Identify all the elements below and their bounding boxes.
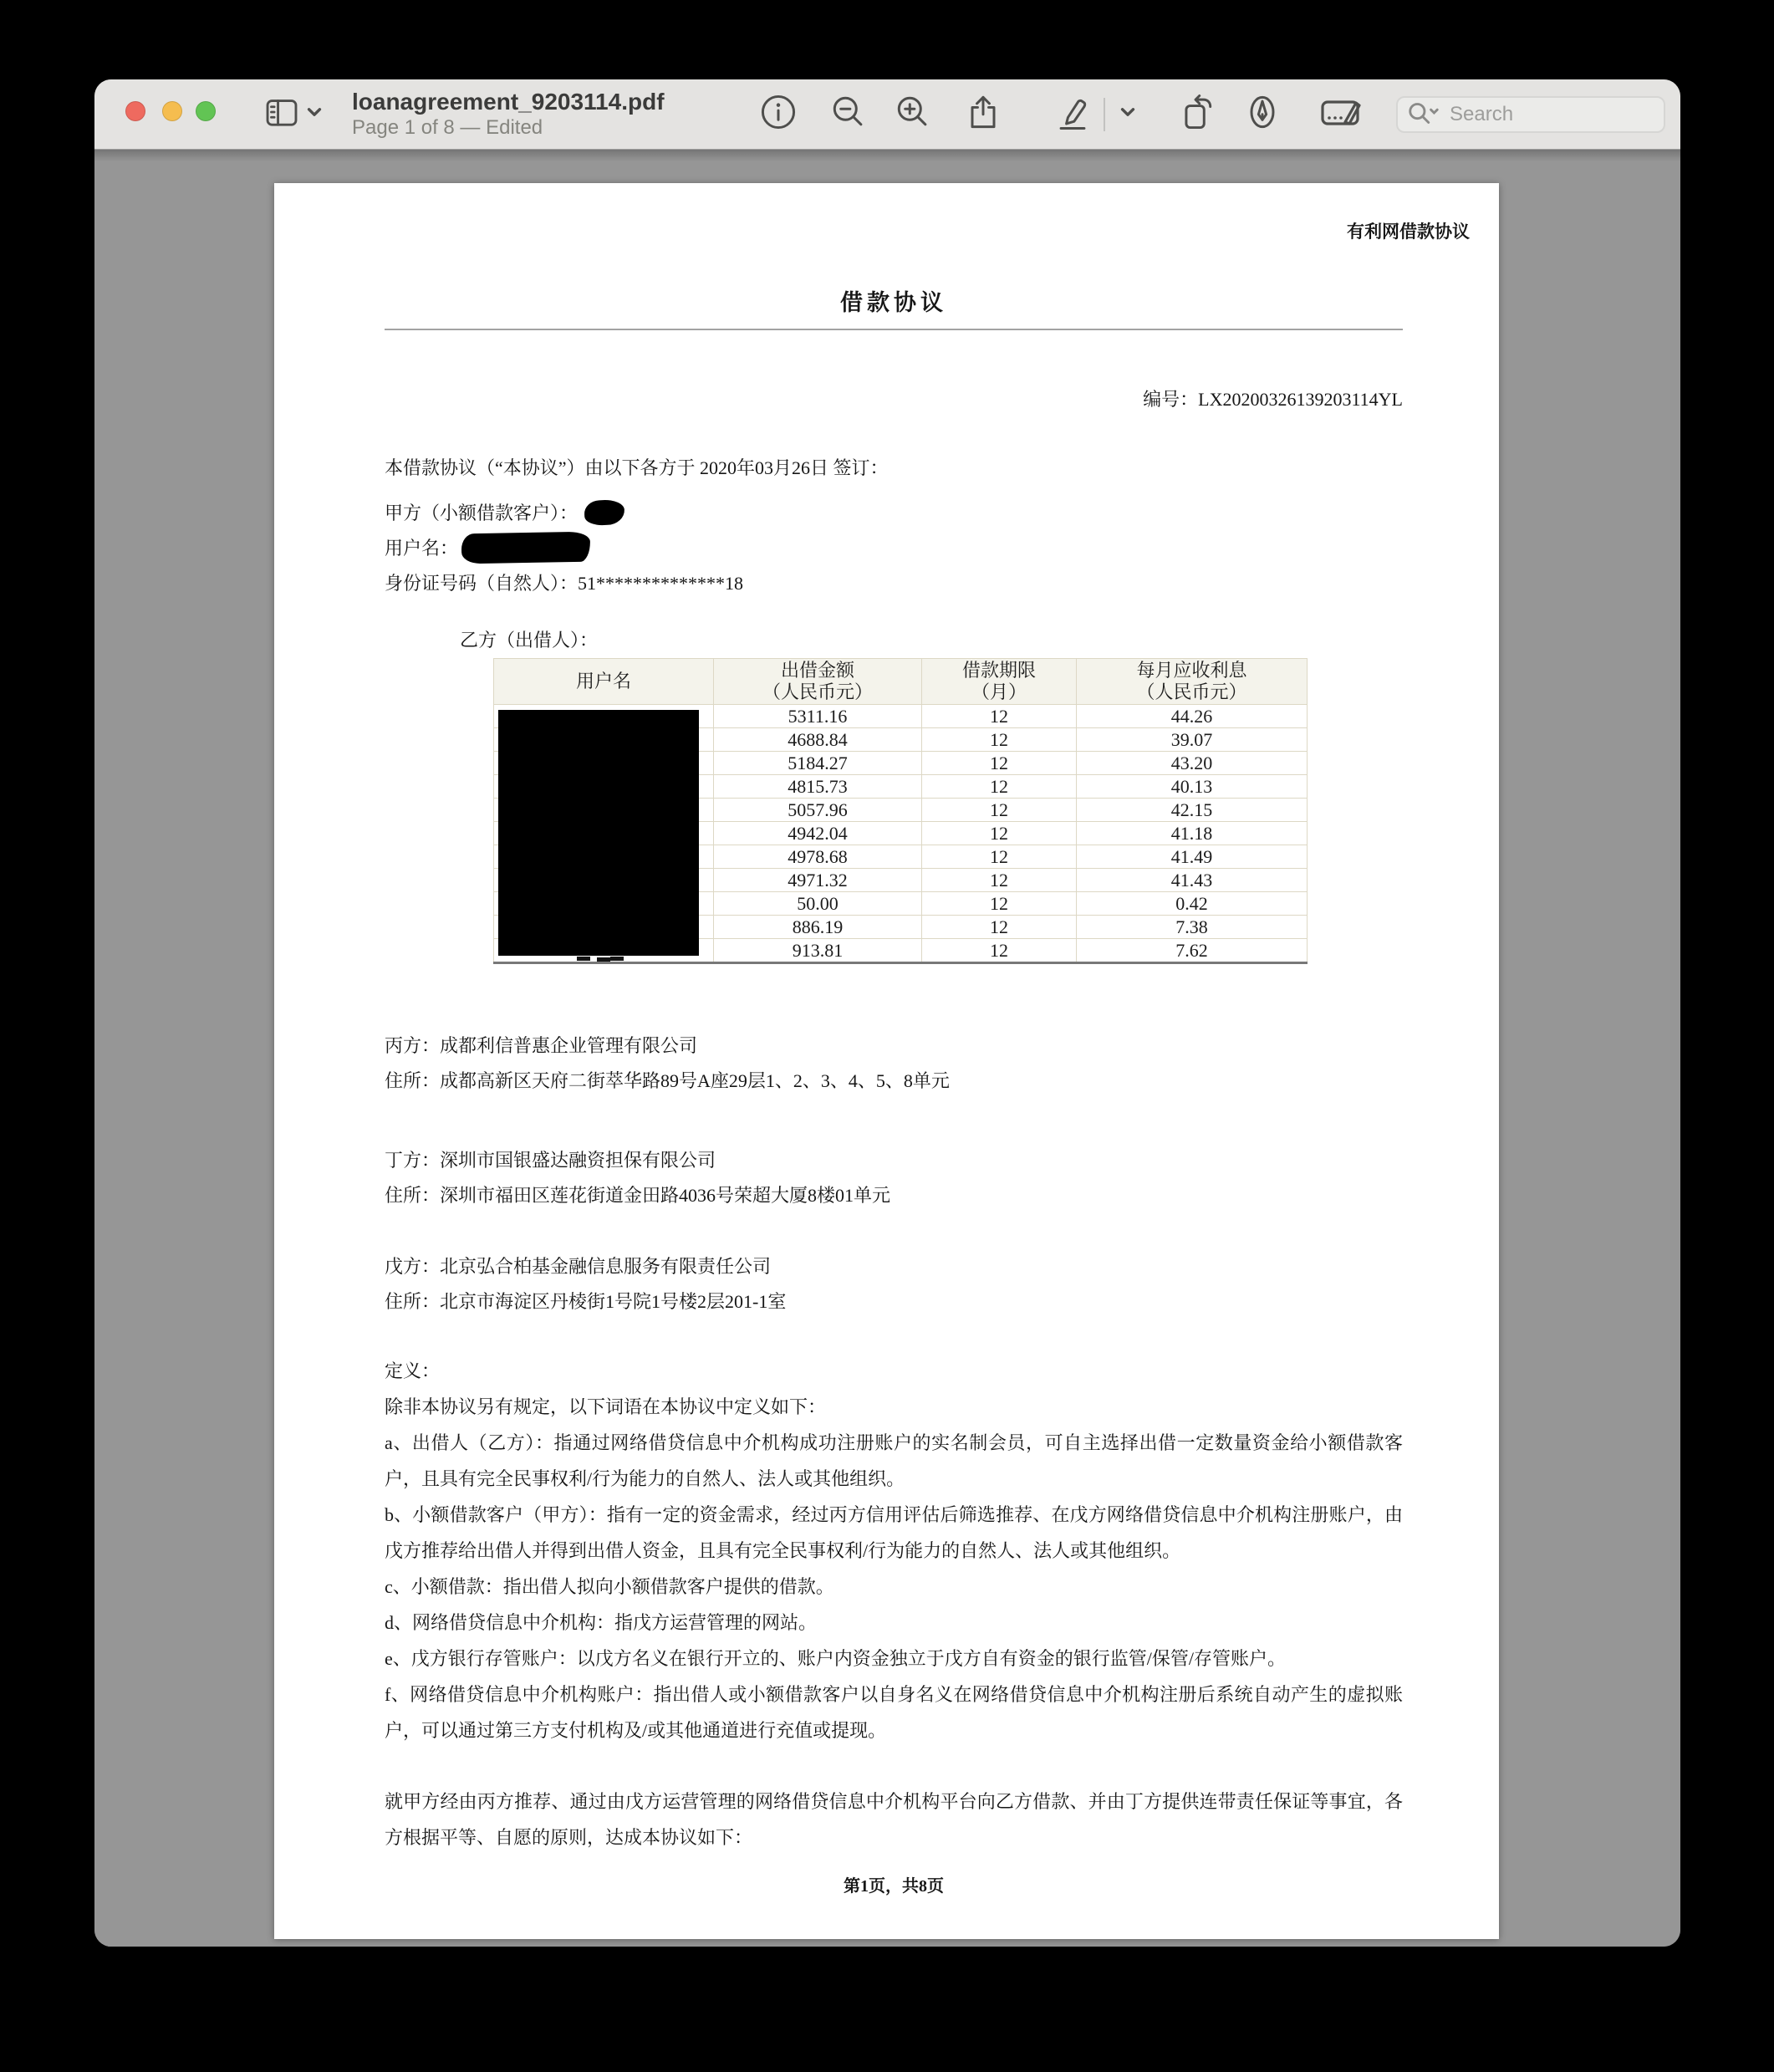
markup-button[interactable]: [1049, 90, 1096, 137]
intro-line: 本借款协议（“本协议”）由以下各方于 2020年03月26日 签订：: [385, 457, 889, 478]
party-b-line: 乙方（出借人）：: [460, 630, 599, 651]
definition-d: d、网络借贷信息中介机构：指戊方运营管理的网站。: [385, 1612, 818, 1633]
draw-pen-icon: [1241, 90, 1284, 138]
definitions-intro: 除非本协议另有规定，以下词语在本协议中定义如下：: [385, 1396, 827, 1417]
definition-b: b、小额借款客户（甲方）：指有一定的资金需求，经过丙方信用评估后筛选推荐、在戊方网络借贷信息中介机构注册账户，由戊方推荐给出借人并得到出借人资金，且具有完全民事权利/行为能力的自然人、法人或其他组织。: [385, 1504, 1403, 1561]
redaction-partial-glyphs: [577, 957, 590, 961]
table-cell: 886.19: [714, 916, 922, 939]
rotate-icon: [1175, 90, 1218, 138]
share-button[interactable]: [960, 90, 1007, 137]
table-cell: 50.00: [714, 892, 922, 916]
sidebar-menu-chevron[interactable]: [297, 90, 332, 137]
table-cell: 41.18: [1077, 822, 1308, 845]
redaction-party-a-name: [584, 499, 625, 526]
table-cell: 4688.84: [714, 728, 922, 752]
chevron-down-icon: [302, 100, 327, 129]
closing-paragraph: 就甲方经由丙方推荐、通过由戊方运营管理的网络借贷信息中介机构平台向乙方借款、并由丁方提供连带责任保证等事宜，各方根据平等、自愿的原则，达成本协议如下：: [385, 1791, 1403, 1848]
rotate-button[interactable]: [1173, 90, 1220, 137]
party-e-name: 戊方：北京弘合柏基金融信息服务有限责任公司: [385, 1256, 772, 1277]
party-e-address: 住所：北京市海淀区丹棱街1号院1号楼2层201-1室: [385, 1291, 787, 1312]
table-cell: 42.15: [1077, 799, 1308, 822]
party-a-line: [385, 496, 1403, 531]
doc-corner-header: 有利网借款协议: [1347, 222, 1470, 242]
table-cell: 4942.04: [714, 822, 922, 845]
table-cell: 44.26: [1077, 705, 1308, 728]
chevron-down-icon: [1115, 100, 1140, 129]
table-cell: 41.43: [1077, 869, 1308, 892]
party-d-address: 住所：深圳市福田区莲花街道金田路4036号荣超大厦8楼01单元: [385, 1185, 891, 1206]
table-cell: 12: [922, 799, 1077, 822]
definition-c: c、小额借款：指出借人拟向小额借款客户提供的借款。: [385, 1576, 834, 1597]
close-button[interactable]: [125, 101, 145, 121]
table-cell: 4815.73: [714, 775, 922, 799]
preview-window: [94, 79, 1680, 1947]
table-cell: 39.07: [1077, 728, 1308, 752]
signature-icon: [1318, 89, 1364, 140]
definitions-heading: 定义：: [385, 1360, 441, 1381]
table-cell: 12: [922, 892, 1077, 916]
info-icon: [757, 90, 800, 138]
doc-title: 借款协议: [840, 290, 947, 315]
table-cell: 12: [922, 775, 1077, 799]
zoom-in-button[interactable]: [890, 90, 936, 137]
draw-button[interactable]: [1239, 90, 1286, 137]
search-field[interactable]: [1396, 96, 1665, 133]
table-cell: 40.13: [1077, 775, 1308, 799]
redaction-username: [461, 532, 591, 564]
signature-button[interactable]: [1318, 90, 1364, 137]
col-header-term: 借款期限 （月）: [922, 659, 1077, 705]
table-cell: 7.62: [1077, 939, 1308, 963]
window-title-block: [352, 88, 665, 140]
table-cell: 12: [922, 752, 1077, 775]
page-status: Page 1 of 8 — Edited: [352, 116, 543, 139]
table-cell: 4971.32: [714, 869, 922, 892]
pdf-page: [274, 183, 1499, 1939]
definition-a: a、出借人（乙方）：指通过网络借贷信息中介机构成功注册账户的实名制会员，可自主选择出借一定数量资金给小额借款客户，且具有完全民事权利/行为能力的自然人、法人或其他组织。: [385, 1432, 1403, 1489]
table-cell: 12: [922, 845, 1077, 869]
search-icon: [1406, 100, 1448, 130]
table-cell: 12: [922, 705, 1077, 728]
markup-icon: [1051, 90, 1094, 138]
table-cell: 12: [922, 869, 1077, 892]
zoom-in-icon: [891, 90, 935, 138]
table-cell: 41.49: [1077, 845, 1308, 869]
table-cell: 5057.96: [714, 799, 922, 822]
toolbar-divider: [1104, 98, 1105, 131]
table-cell: 43.20: [1077, 752, 1308, 775]
share-icon: [961, 90, 1005, 138]
username-label: 用户名：: [385, 538, 459, 559]
title-rule: [385, 329, 1403, 330]
table-cell: 12: [922, 822, 1077, 845]
party-c-name: 丙方：成都利信普惠企业管理有限公司: [385, 1035, 698, 1056]
redaction-usernames-block: [498, 710, 699, 956]
markup-dropdown-chevron[interactable]: [1109, 90, 1147, 137]
table-header-row: [494, 659, 1308, 705]
minimize-button[interactable]: [162, 101, 182, 121]
info-button[interactable]: [755, 90, 802, 137]
party-c-address: 住所：成都高新区天府二街萃华路89号A座29层1、2、3、4、5、8单元: [385, 1070, 950, 1091]
doc-number: 编号：LX20200326139203114YL: [1143, 389, 1403, 410]
table-cell: 5184.27: [714, 752, 922, 775]
col-header-username: 用户名: [494, 659, 714, 705]
table-cell: 7.38: [1077, 916, 1308, 939]
maximize-button[interactable]: [196, 101, 216, 121]
zoom-out-button[interactable]: [825, 90, 872, 137]
table-cell: 4978.68: [714, 845, 922, 869]
col-header-interest: 每月应收利息 （人民币元）: [1077, 659, 1308, 705]
table-cell: 12: [922, 916, 1077, 939]
pdf-page-content: [274, 183, 1499, 1939]
party-a-label: 甲方（小额借款客户）：: [385, 503, 579, 523]
table-cell: 0.42: [1077, 892, 1308, 916]
table-cell: 5311.16: [714, 705, 922, 728]
party-d-name: 丁方：深圳市国银盛达融资担保有限公司: [385, 1150, 716, 1171]
table-cell: 913.81: [714, 939, 922, 963]
pdf-scroll-area[interactable]: [94, 150, 1680, 1947]
id-number-line: 身份证号码（自然人）：51**************18: [385, 573, 744, 594]
search-input[interactable]: [1448, 102, 1655, 127]
col-header-amount: 出借金额 （人民币元）: [714, 659, 922, 705]
lender-table-wrap: [493, 658, 1307, 964]
page-footer: 第1页，共8页: [844, 1877, 944, 1896]
table-cell: 12: [922, 939, 1077, 963]
zoom-out-icon: [827, 90, 870, 138]
table-cell: 12: [922, 728, 1077, 752]
definition-e: e、戊方银行存管账户：以戊方名义在银行开立的、账户内资金独立于戊方自有资金的银行监管/保管/存管账户。: [385, 1648, 1286, 1669]
titlebar: [94, 79, 1680, 150]
definition-f: f、网络借贷信息中介机构账户：指出借人或小额借款客户以自身名义在网络借贷信息中介机构注册后系统自动产生的虚拟账户，可以通过第三方支付机构及/或其他通道进行充值或提现。: [385, 1684, 1403, 1741]
window-title: loanagreement_9203114.pdf: [352, 89, 665, 115]
username-line: [385, 531, 1403, 566]
